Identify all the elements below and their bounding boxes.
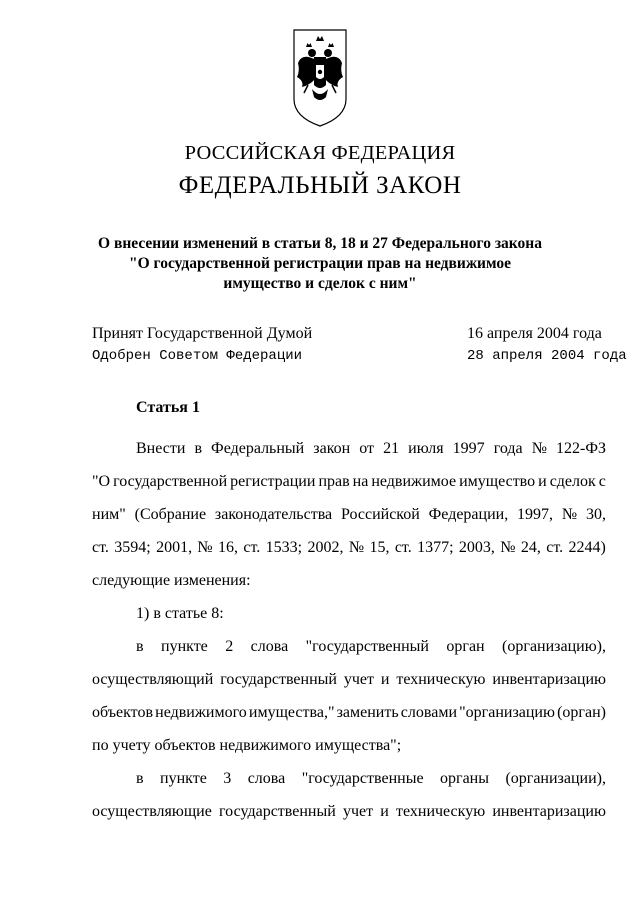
word: 1377;	[417, 539, 454, 556]
article-title: Статья 1	[136, 399, 200, 416]
word: (организации),	[505, 770, 606, 787]
word: недвижимого	[155, 704, 247, 721]
word: 24,	[520, 539, 541, 556]
text-line: по учету объектов недвижимого имущества";	[92, 737, 402, 754]
word: 21	[383, 440, 400, 457]
word: 16,	[218, 539, 239, 556]
adopted-date: 16 апреля 2004 года	[467, 325, 602, 342]
word: инвентаризацию	[492, 671, 606, 688]
text-line	[92, 696, 606, 729]
word: от	[359, 440, 375, 457]
word: 2244)	[568, 539, 606, 556]
word: 1533;	[265, 539, 303, 556]
text-line	[136, 432, 606, 465]
adopted-label: Принят Государственной Думой	[92, 325, 313, 342]
word: в	[194, 440, 202, 457]
word: Федеральный	[211, 440, 305, 457]
word: инвентаризацию	[492, 803, 606, 820]
law-type-title: ФЕДЕРАЛЬНЫЙ ЗАКОН	[178, 172, 462, 199]
word: 30,	[585, 506, 606, 523]
word: 122-ФЗ	[556, 440, 606, 457]
word: Федерации,	[428, 506, 509, 523]
word: №	[197, 539, 213, 556]
approved-label: Одобрен Советом Федерации	[92, 348, 303, 364]
word: пункте	[161, 638, 208, 655]
word: пункте	[160, 770, 207, 787]
word: "организацию	[459, 704, 555, 721]
word: (орган)	[557, 704, 606, 721]
word: Внести	[136, 440, 186, 457]
word: учет	[343, 671, 374, 688]
word: орган	[446, 638, 485, 655]
word: 3	[223, 770, 232, 787]
word: 1997,	[517, 506, 554, 523]
coat-of-arms-icon	[288, 27, 352, 129]
word: №	[561, 506, 578, 523]
word: техническую	[396, 671, 486, 688]
word: недвижимое	[371, 473, 457, 490]
article-text	[92, 432, 606, 828]
word: №	[531, 440, 547, 457]
word: и	[538, 473, 547, 490]
text-line	[92, 465, 606, 498]
text-line	[136, 762, 606, 795]
word: прав	[318, 473, 350, 490]
word: ст.	[394, 539, 412, 556]
word: (Собрание	[134, 506, 207, 523]
text-line: следующие изменения:	[92, 572, 251, 589]
word: в	[136, 638, 144, 655]
word: объектов	[92, 704, 154, 721]
word: "государственный	[305, 638, 429, 655]
word: государственный	[220, 671, 337, 688]
word: 2001,	[156, 539, 193, 556]
word: государственной	[113, 473, 228, 490]
text-line	[92, 663, 606, 696]
word: июля	[408, 440, 444, 457]
word: имущество	[459, 473, 536, 490]
word: 2	[225, 638, 234, 655]
word: 15,	[369, 539, 390, 556]
word: законодательства	[214, 506, 333, 523]
word: имущества,"	[248, 704, 335, 721]
word: года	[493, 440, 523, 457]
word: в	[136, 770, 144, 787]
subject-line-1: О внесении изменений в статьи 8, 18 и 27 Федерального закона	[98, 235, 542, 252]
word: словами	[400, 704, 457, 721]
country-title: РОССИЙСКАЯ ФЕДЕРАЦИЯ	[184, 142, 456, 164]
word: 3594;	[114, 539, 151, 556]
text-line	[136, 630, 606, 663]
word: и	[380, 803, 389, 820]
approved-date: 28 апреля 2004 года	[467, 348, 627, 364]
word: №	[500, 539, 516, 556]
word: на	[352, 473, 369, 490]
word: учет	[342, 803, 374, 820]
text-line	[92, 795, 606, 828]
word: №	[348, 539, 365, 556]
word: государственный	[219, 803, 336, 820]
word: ст.	[243, 539, 261, 556]
word: осуществляющие	[92, 803, 212, 820]
word: ст.	[92, 539, 109, 556]
subject-line-3: имущество и сделок с ним"	[223, 275, 417, 292]
law-subject	[0, 234, 640, 294]
word: Российской	[340, 506, 420, 523]
word: 1997	[452, 440, 485, 457]
word: и	[380, 671, 390, 688]
word: с	[598, 473, 606, 490]
text-line	[92, 531, 606, 564]
word: слова	[247, 770, 286, 787]
word: 2002,	[307, 539, 344, 556]
word: (организацию),	[502, 638, 606, 655]
subject-line-2: "О государственной регистрации прав на недвижимое	[129, 255, 511, 272]
word: ст.	[546, 539, 564, 556]
word: заменить	[336, 704, 399, 721]
word: осуществляющий	[92, 671, 214, 688]
text-line: 1) в статье 8:	[136, 605, 224, 622]
word: органы	[440, 770, 489, 787]
word: сделок	[549, 473, 596, 490]
word: закон	[313, 440, 351, 457]
word: ним"	[92, 506, 126, 523]
word: слова	[250, 638, 289, 655]
text-line	[92, 498, 606, 531]
word: "О	[92, 473, 111, 490]
word: "государственные	[301, 770, 424, 787]
word: техническую	[396, 803, 486, 820]
word: регистрации	[230, 473, 316, 490]
word: 2003,	[458, 539, 495, 556]
